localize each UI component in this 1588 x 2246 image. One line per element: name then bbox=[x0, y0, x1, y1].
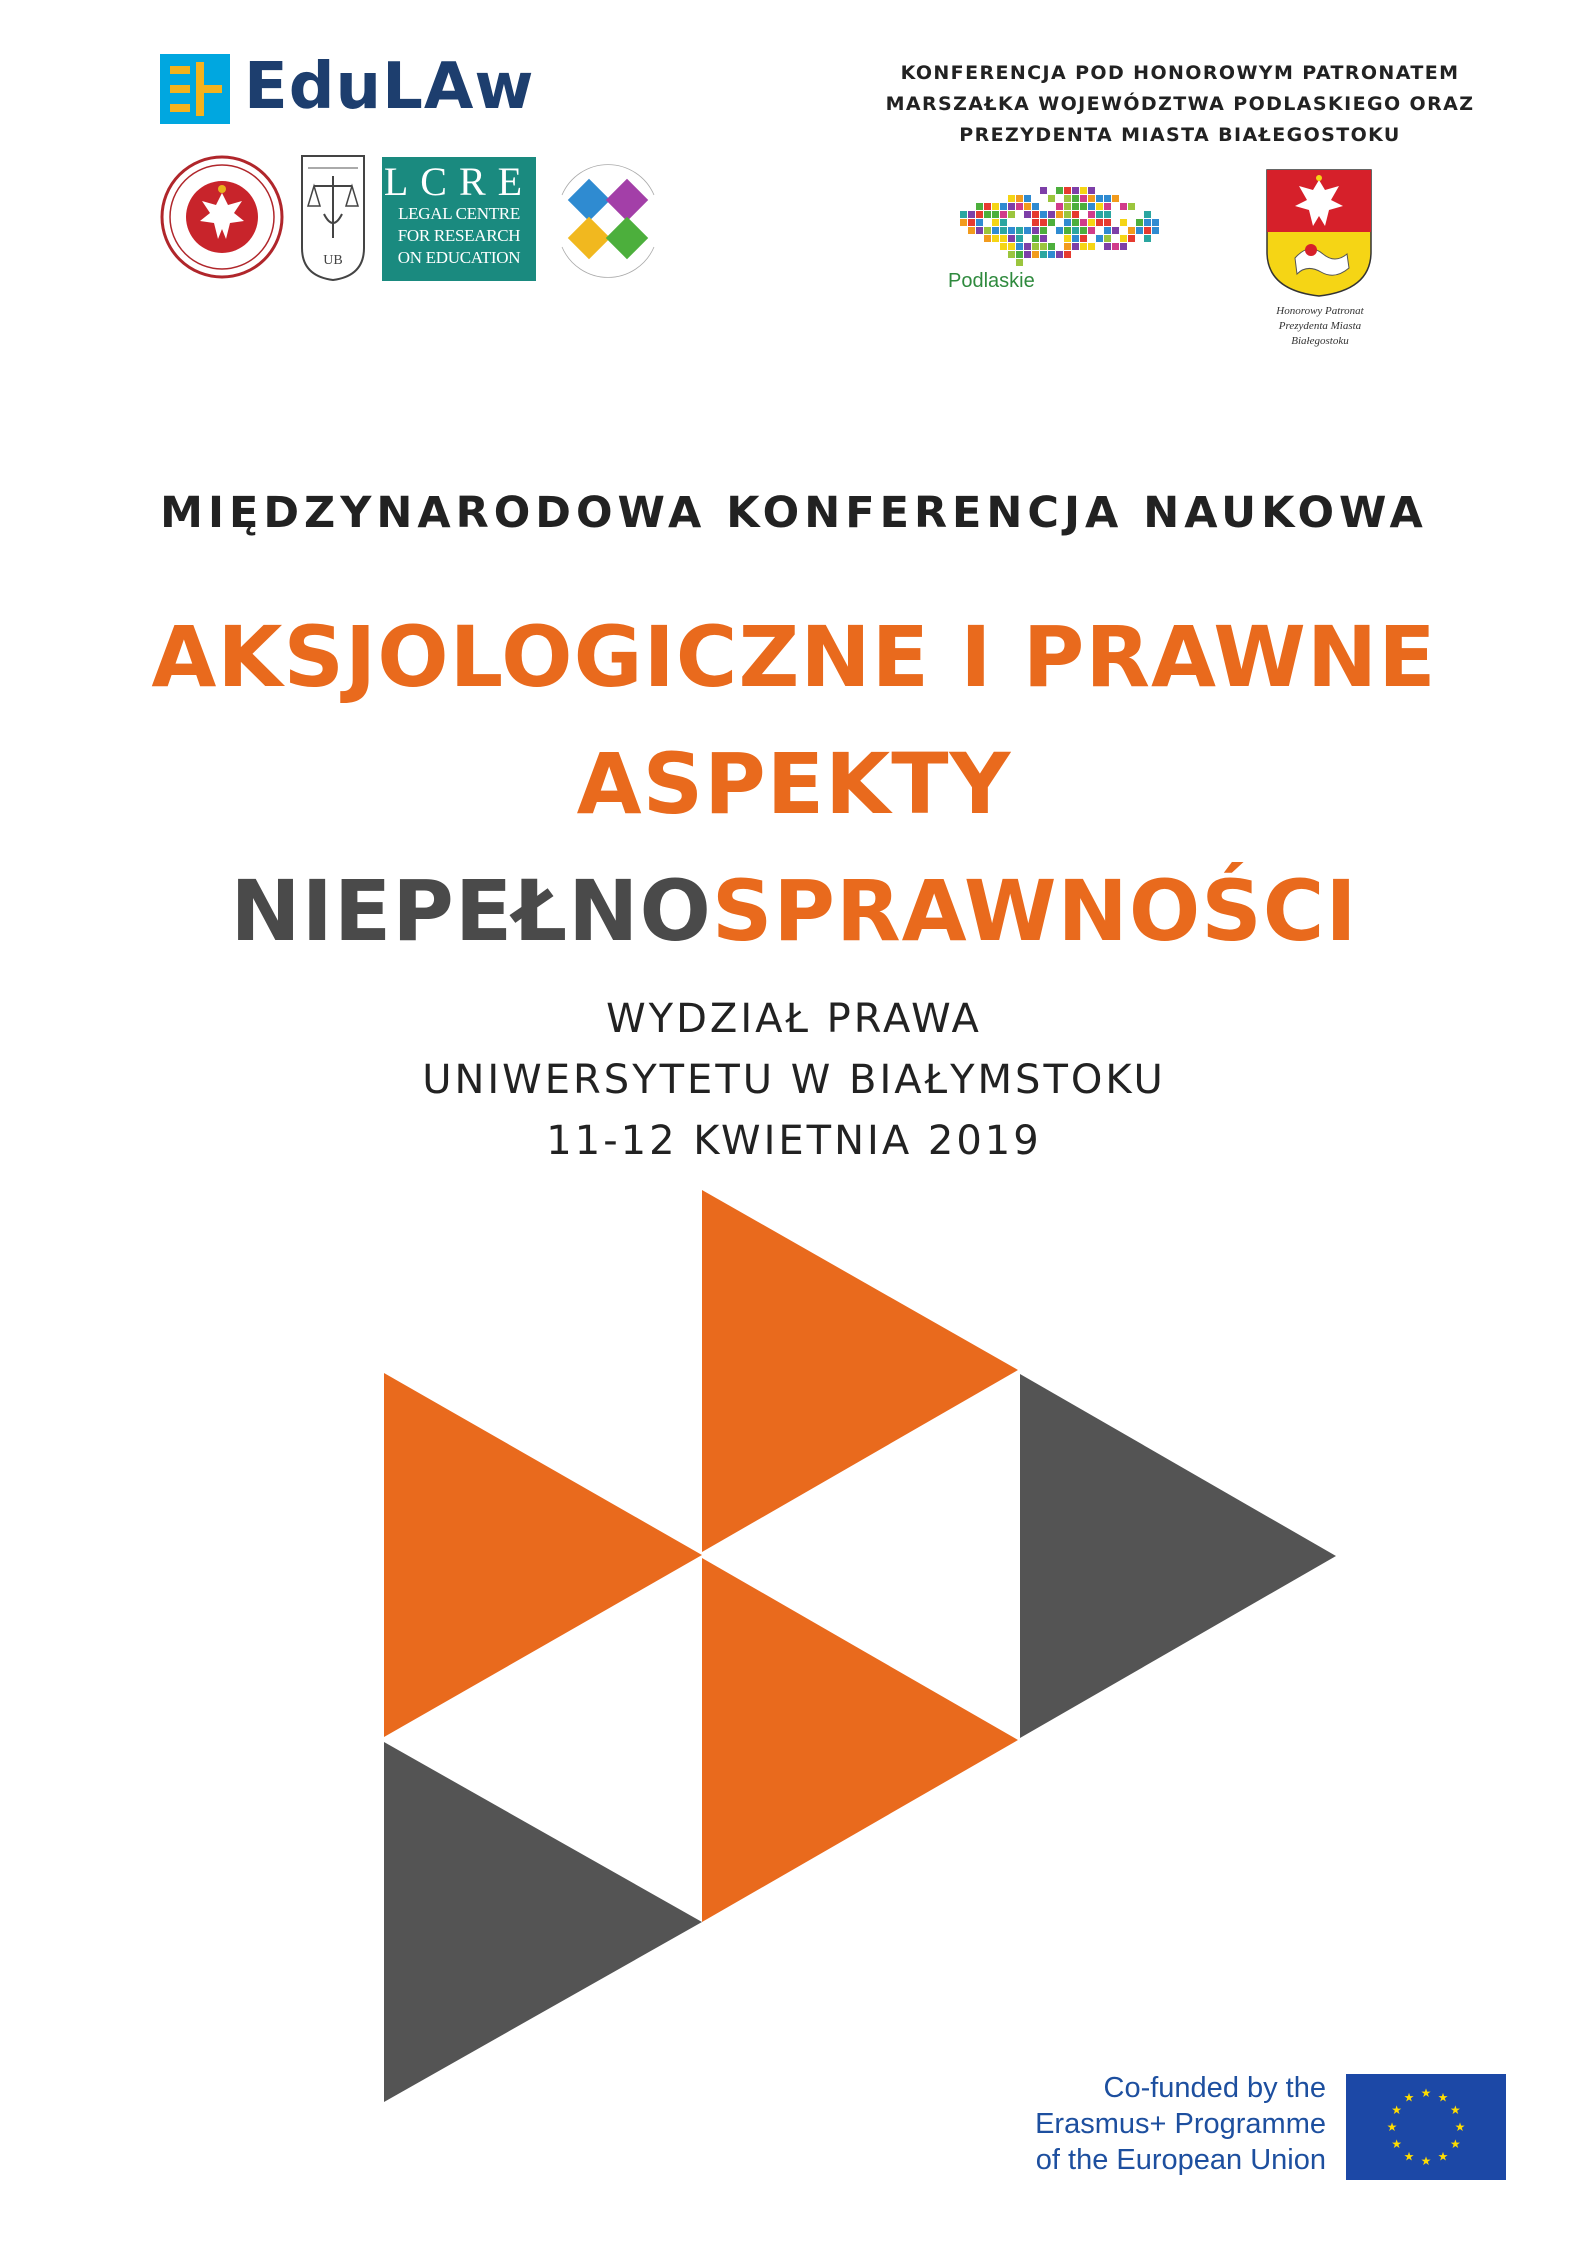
title-part-orange: SPRAWNOŚCI bbox=[711, 862, 1358, 960]
crest-caption-line: Honorowy Patronat bbox=[1276, 305, 1364, 317]
conference-title-line: AKSJOLOGICZNE I PRAWNE bbox=[151, 608, 1437, 706]
eu-star-icon: ★ bbox=[1403, 2149, 1415, 2164]
eu-star-icon: ★ bbox=[1420, 2086, 1432, 2100]
eu-star-icon: ★ bbox=[1437, 2090, 1449, 2105]
eu-star-icon: ★ bbox=[1403, 2090, 1415, 2105]
eu-star-icon: ★ bbox=[1420, 2154, 1432, 2168]
svg-text:UB: UB bbox=[323, 253, 343, 268]
edulaw-wordmark: EduLAw bbox=[244, 50, 535, 124]
eu-funding-line: Co-funded by the bbox=[1103, 2072, 1326, 2104]
eu-star-icon: ★ bbox=[1450, 2103, 1461, 2117]
lcre-line: LEGAL CENTRE bbox=[398, 204, 520, 223]
venue-line: WYDZIAŁ PRAWA bbox=[606, 996, 982, 1042]
eu-funding-text bbox=[960, 2070, 1326, 2178]
patronage-line: KONFERENCJA POD HONOROWYM PATRONATEM bbox=[900, 62, 1460, 84]
eu-star-icon: ★ bbox=[1386, 2120, 1398, 2134]
conference-date: 11-12 KWIETNIA 2019 bbox=[546, 1118, 1042, 1164]
venue-line: UNIWERSYTETU W BIAŁYMSTOKU bbox=[422, 1057, 1166, 1103]
lcre-abbr: LCRE bbox=[383, 159, 535, 204]
eu-star-icon: ★ bbox=[1450, 2137, 1461, 2151]
orange-triangle bbox=[702, 1558, 1018, 1922]
lcre-line: ON EDUCATION bbox=[397, 248, 521, 267]
eu-star-icon: ★ bbox=[1454, 2120, 1466, 2134]
title-part-grey: NIEPEŁNO bbox=[230, 862, 712, 960]
conference-title-line: ASPEKTY bbox=[576, 735, 1012, 833]
eu-star-icon: ★ bbox=[1437, 2149, 1449, 2164]
eu-star-icon: ★ bbox=[1391, 2137, 1402, 2151]
eu-star-icon: ★ bbox=[1391, 2103, 1402, 2117]
orange-triangle bbox=[384, 1373, 702, 1737]
eu-funding-line: Erasmus+ Programme bbox=[1035, 2108, 1326, 2140]
eu-funding-line: of the European Union bbox=[1035, 2144, 1326, 2176]
crest-caption-line: Białegostoku bbox=[1291, 335, 1349, 347]
podlaskie-label: Podlaskie bbox=[948, 270, 1035, 292]
conference-subtitle: MIĘDZYNARODOWA KONFERENCJA NAUKOWA bbox=[160, 488, 1428, 538]
orange-triangle bbox=[702, 1190, 1018, 1552]
lcre-line: FOR RESEARCH bbox=[397, 226, 521, 245]
patronage-line: PREZYDENTA MIASTA BIAŁEGOSTOKU bbox=[959, 124, 1401, 146]
grey-triangle bbox=[1020, 1374, 1336, 1738]
eu-flag-icon bbox=[1346, 2074, 1506, 2180]
crest-caption-line: Prezydenta Miasta bbox=[1278, 320, 1362, 332]
grey-triangle bbox=[384, 1742, 702, 2102]
patronage-line: MARSZAŁKA WOJEWÓDZTWA PODLASKIEGO ORAZ bbox=[885, 93, 1475, 115]
